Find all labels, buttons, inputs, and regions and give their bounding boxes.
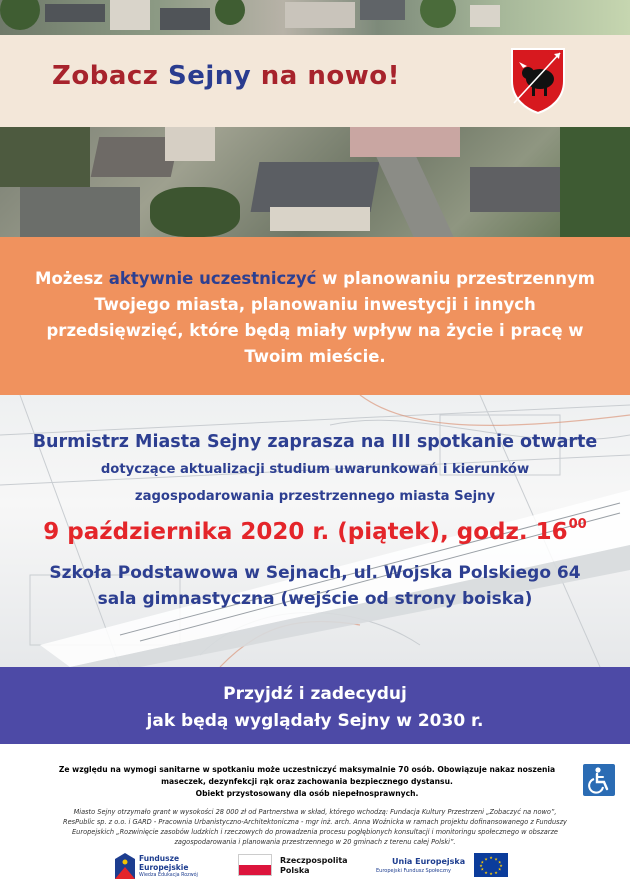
intro-line-2: Twojego miasta, planowaniu inwestycji i innych	[94, 295, 536, 314]
sejny-coat-of-arms-icon	[508, 45, 568, 115]
wheelchair-icon	[583, 764, 615, 796]
meeting-date	[0, 517, 630, 545]
grant-line-3: Europejskich „Rozwinięcie zasobów ludzkich i rzeczowych do prowadzenia procesu pogłębionych konsultacji i monitoringu społecznego w obszarze	[72, 828, 558, 836]
svg-text:★: ★	[494, 856, 498, 862]
intro-line-1-post: w planowaniu przestrzennym	[316, 269, 595, 288]
fundusze-europejskie-logo	[115, 852, 225, 880]
grant-line-2: ResPublic sp. z o.o. i GARD - Pracownia Urbanistyczno-Architektoniczna - mgr inż. arch. Anna Woźnicka w ramach projektu dofinansowanego z Funduszy	[63, 818, 567, 826]
svg-text:★: ★	[484, 869, 488, 875]
call-to-action-band	[0, 667, 630, 744]
intro-line-3: przedsięwzięć, które będą miały wpływ na życie i pracę w	[46, 321, 584, 340]
svg-text:★: ★	[497, 859, 502, 865]
meeting-time-minutes: 00	[568, 517, 587, 532]
invitation-subject-line-2: zagospodarowania przestrzennego miasta Sejny	[134, 489, 496, 504]
svg-text:★: ★	[499, 863, 503, 868]
notice-line-1: Ze względu na wymogi sanitarne w spotkaniu może uczestniczyć maksymalnie 70 osób. Obowiązuje nakaz noszenia	[58, 765, 556, 774]
notice-line-2: maseczek, dezynfekcji rąk oraz zachowania bezpiecznego dystansu.	[161, 777, 453, 786]
intro-highlight: aktywnie uczestniczyć	[108, 269, 317, 288]
cta-line-1: Przyjdź i zadecyduj	[223, 684, 407, 704]
title-word-1: Zobacz	[52, 61, 159, 91]
rzeczpospolita-polska-logo	[238, 852, 358, 880]
ue-line-2: Europejski Fundusz Społeczny	[376, 868, 451, 874]
meeting-date-text: 9 października 2020 r. (piątek), godz. 16	[43, 519, 568, 545]
rp-line-2: Polska	[280, 866, 310, 875]
svg-text:★: ★	[480, 866, 485, 872]
grant-line-1: Miasto Sejny otrzymało grant w wysokości 28 000 zł od Partnerstwa w skład, którego wchodzą: Fundacja Kultury Przestrzeni „Zobaczyć na nowo”,	[73, 808, 557, 816]
venue-line-1: Szkoła Podstawowa w Sejnach, ul. Wojska Polskiego 64	[49, 563, 581, 583]
invitation-subject-line-1: dotyczące aktualizacji studium uwarunkowań i kierunków	[100, 462, 530, 477]
fe-line-1: Fundusze	[139, 854, 180, 863]
title-word-2: Sejny	[167, 61, 252, 91]
svg-text:★: ★	[494, 869, 498, 875]
notice-line-3: Obiekt przystosowany dla osób niepełnosprawnych.	[195, 789, 419, 798]
ue-line-1: Unia Europejska	[392, 857, 466, 866]
intro-text	[10, 266, 620, 370]
poland-flag-icon	[238, 854, 272, 876]
title-word-3: na nowo!	[260, 61, 400, 91]
cta-line-2: jak będą wyglądały Sejny w 2030 r.	[146, 711, 484, 731]
rp-line-1: Rzeczpospolita	[280, 856, 348, 865]
venue-line-2: sala gimnastyczna (wejście od strony boiska)	[97, 589, 533, 609]
intro-line-4: Twoim mieście.	[244, 347, 386, 366]
grant-line-4: zagospodarowania i planowania przestrzennego w 20 gminach z terenu całej Polski”.	[174, 838, 456, 846]
fundusze-europejskie-icon	[115, 853, 135, 879]
fe-line-2: Europejskie	[139, 863, 189, 872]
svg-text:★: ★	[489, 855, 493, 860]
unia-europejska-logo	[370, 852, 510, 880]
eu-flag-icon	[474, 853, 508, 877]
svg-text:★: ★	[480, 859, 485, 865]
intro-line-1-pre: Możesz	[35, 269, 109, 288]
invitation-headline: Burmistrz Miasta Sejny zaprasza na III spotkanie otwarte	[32, 432, 598, 452]
svg-text:★: ★	[479, 863, 483, 868]
intro-line-1	[10, 266, 620, 292]
svg-text:★: ★	[497, 866, 502, 872]
svg-text:★: ★	[484, 856, 488, 862]
svg-text:★: ★	[489, 871, 493, 876]
fe-line-3: Wiedza Edukacja Rozwój	[139, 873, 198, 878]
page-title	[52, 61, 400, 91]
aerial-photo-top	[0, 0, 630, 35]
aerial-photo-town	[0, 127, 630, 237]
